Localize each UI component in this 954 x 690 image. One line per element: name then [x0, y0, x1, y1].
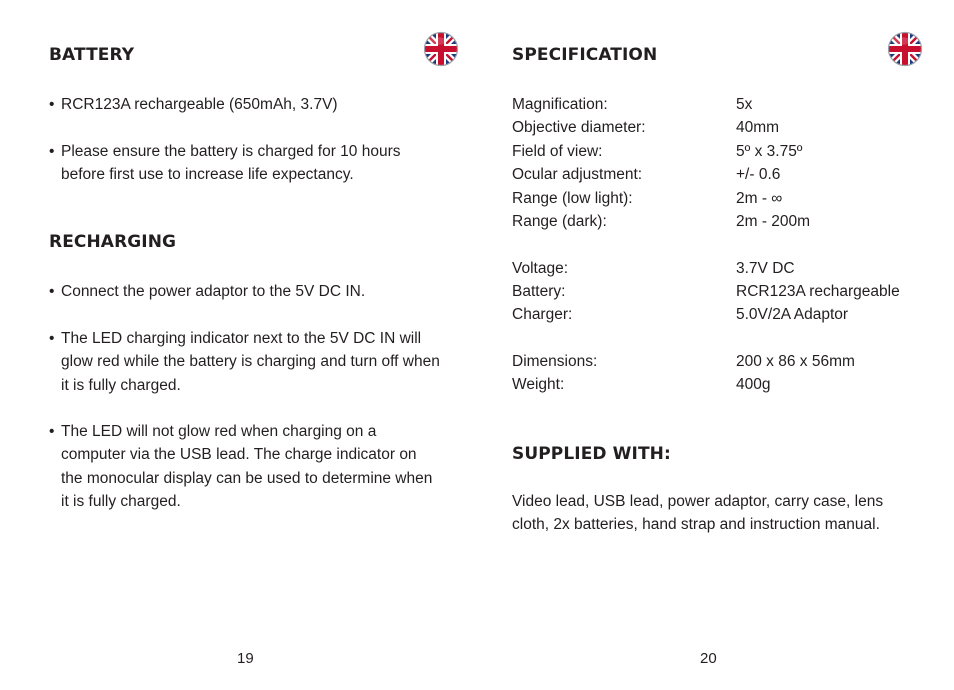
spec-row-ocular-adjustment: Ocular adjustment: +/- 0.6: [512, 166, 781, 183]
battery-bullet-2: • Please ensure the battery is charged for 10 hours before first use to increase life expectancy.: [49, 143, 401, 184]
spec-row-magnification: Magnification: 5x: [512, 96, 753, 113]
spec-row-weight: Weight: 400g: [512, 376, 771, 393]
page-number: 20: [700, 650, 717, 667]
uk-flag-icon: [887, 31, 923, 67]
spec-row-voltage: Voltage: 3.7V DC: [512, 260, 795, 277]
spec-row-range-dark: Range (dark): 2m - 200m: [512, 213, 811, 230]
spec-row-dimensions: Dimensions: 200 x 86 x 56mm: [512, 353, 855, 370]
spec-row-range-low-light: Range (low light): 2m - ∞: [512, 190, 783, 207]
spec-row-objective-diameter: Objective diameter: 40mm: [512, 119, 780, 136]
uk-flag-icon: [423, 31, 459, 67]
battery-bullet-1: • RCR123A rechargeable (650mAh, 3.7V): [49, 96, 338, 113]
right-page: [477, 0, 954, 690]
spec-row-field-of-view: Field of view: 5º x 3.75º: [512, 143, 803, 160]
supplied-with-text: Video lead, USB lead, power adaptor, carry case, lens cloth, 2x batteries, hand strap and instruction manual.: [512, 493, 884, 534]
recharging-bullet-1: • Connect the power adaptor to the 5V DC IN.: [49, 283, 366, 300]
recharging-heading: RECHARGING: [49, 232, 177, 252]
page-number: 19: [237, 650, 254, 667]
battery-heading: BATTERY: [49, 45, 135, 65]
supplied-with-heading: SUPPLIED WITH:: [512, 444, 671, 464]
recharging-bullet-2: • The LED charging indicator next to the 5V DC IN will glow red while the battery is charging and turn off when it is fully charged.: [49, 330, 440, 394]
recharging-bullet-3: • The LED will not glow red when charging on a computer via the USB lead. The charge indicator on the monocular display can be used to determine when it is fully charged.: [49, 423, 433, 511]
specification-heading: SPECIFICATION: [512, 45, 658, 65]
spec-row-charger: Charger: 5.0V/2A Adaptor: [512, 306, 849, 323]
spec-row-battery: Battery: RCR123A rechargeable: [512, 283, 900, 300]
